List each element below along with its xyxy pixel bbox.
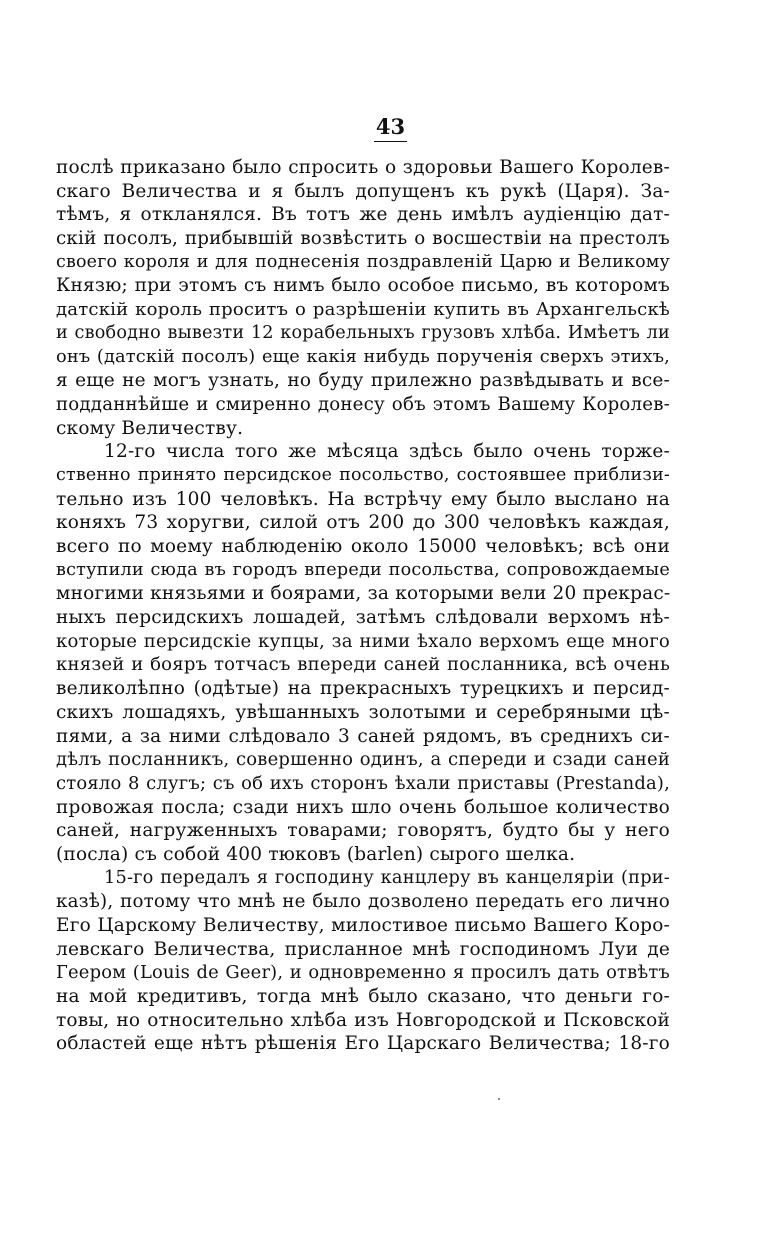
text-line: 15-го передалъ я господину канцлеру въ канцеляріи (при- [104,867,670,888]
text-line: тѣмъ, я откланялся. Въ тотъ же день имѣлъ аудіенцію дат- [56,204,670,226]
text-line: вступили сюда въ городъ впереди посольства, сопровождаемые [56,559,670,580]
body-text [56,156,670,1056]
text-line: коняхъ 73 хоругви, силой отъ 200 до 300 человѣкъ каждая, [56,512,670,534]
text-line: на мой кредитивъ, тогда мнѣ было сказано, что деньги го- [56,986,670,1008]
text-line: саней, нагруженныхъ товарами; говорятъ, будто бы у него [56,820,670,842]
text-line: стояло 8 слугъ; съ об ихъ сторонъ ѣхали приставы (Prestanda), [56,772,670,794]
text-line: Его Царскому Величеству, милостивое письмо Вашего Коро- [56,915,670,936]
text-line: областей еще нѣтъ рѣшенія Его Царскаго Величества; 18-го [56,1033,670,1055]
text-line: и свободно вывезти 12 корабельныхъ грузовъ хлѣба. Имѣетъ ли [56,322,670,343]
text-line: великолѣпно (одѣтые) на прекрасныхъ турецкихъ и персид- [56,678,670,700]
page-number [0,114,781,142]
text-line: которые персидскіе купцы, за ними ѣхало верхомъ еще много [56,630,670,652]
text-line: послѣ приказано было спросить о здоровьи Вашего Королев- [56,157,670,178]
text-line: пями, а за ними слѣдовало 3 саней рядомъ, въ среднихъ си- [56,725,670,747]
text-line: я еще не могъ узнать, но буду прилежно развѣдывать и все- [56,370,670,392]
text-line: скій посолъ, прибывшій возвѣстить о восшествіи на престолъ [56,228,670,250]
text-line: казѣ), потому что мнѣ не было дозволено передать его лично [56,891,670,913]
text-line: подданнѣйше и смиренно донесу объ этомъ Вашему Королев- [56,393,670,415]
text-line: скаго Величества и я былъ допущенъ къ рукѣ (Царя). За- [56,180,670,202]
text-line: Князю; при этомъ съ нимъ было особое письмо, въ которомъ [56,275,670,297]
text-line: ственно принято персидское посольство, состоявшее приблизи- [56,464,670,485]
text-line: скому Величеству. [56,417,244,439]
text-line: провожая посла; сзади нихъ шло очень большое количество [56,796,670,818]
text-line: тельно изъ 100 человѣкъ. На встрѣчу ему было выслано на [56,488,670,510]
text-line: Геером (Louis de Geer), и одновременно я просилъ дать отвѣтъ [56,962,670,984]
text-line: левскаго Величества, присланное мнѣ господиномъ Луи де [56,938,670,960]
text-line: онъ (датскій посолъ) еще какія нибудь порученія сверхъ этихъ, [56,346,670,367]
text-line: князей и бояръ тотчасъ впереди саней посланника, всѣ очень [56,654,670,676]
text-line: своего короля и для поднесенія поздравленій Царю и Великому [56,251,670,272]
page-number-text: 43 [374,114,407,142]
text-line: ныхъ персидскихъ лошадей, затѣмъ слѣдовали верхомъ нѣ- [56,607,670,629]
text-line: (посла) съ собой 400 тюковъ (barlen) сырого шелка. [56,843,576,865]
text-line: дѣлъ посланникъ, совершенно одинъ, а спереди и сзади саней [56,749,670,771]
text-line: 12-го числа того же мѣсяца здѣсь было очень торже- [104,441,670,463]
text-line: товы, но относительно хлѣба изъ Новгородской и Псковской [56,1009,670,1031]
text-line: скихъ лошадяхъ, увѣшанныхъ золотыми и серебряными цѣ- [56,701,670,723]
text-line: многими князьями и боярами, за которыми вели 20 прекрас- [56,583,671,605]
print-speck [498,1098,500,1100]
text-line: датскій король проситъ о разрѣшеніи купить въ Архангельскѣ [56,299,670,321]
text-line: всего по моему наблюденію около 15000 человѣкъ; всѣ они [56,536,670,557]
